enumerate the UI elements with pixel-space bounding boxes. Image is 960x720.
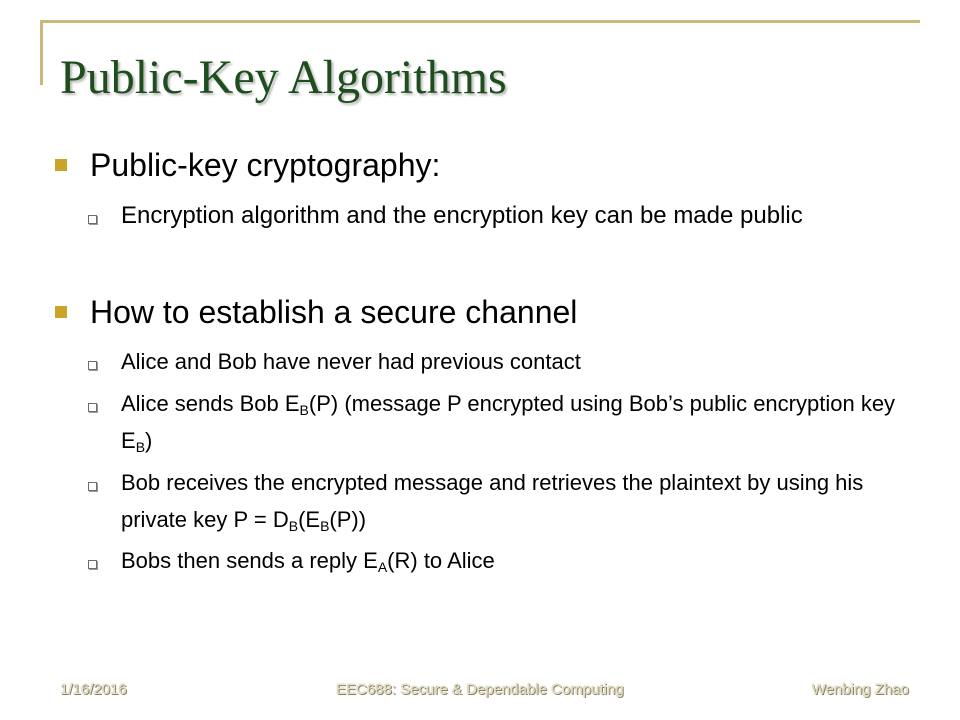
sub-bullet-text: Bobs then sends a reply $E_A(R)$ to Alice xyxy=(121,548,495,575)
square-bullet-icon xyxy=(55,159,67,171)
hollow-square-bullet-icon xyxy=(88,482,97,491)
bullet-text: How to establish a secure channel xyxy=(90,294,578,330)
footer-course: EEC688: Secure & Dependable Computing xyxy=(336,681,624,698)
sub-bullet-bob-replies xyxy=(88,548,918,579)
sub-bullet-text: Alice and Bob have never had previous contact xyxy=(121,349,581,374)
sub-bullet-text: Alice sends Bob $E_B(P)$ (message P encrypted using Bob’s public encryption key $E_B$) xyxy=(121,391,896,455)
hollow-square-bullet-icon xyxy=(88,215,97,224)
sub-bullet-encryption-public xyxy=(88,202,918,234)
footer-author: Wenbing Zhao xyxy=(811,681,909,698)
bullet-text: Public-key cryptography: xyxy=(90,147,441,183)
sub-bullet-no-contact xyxy=(88,349,918,380)
hollow-square-bullet-icon xyxy=(88,403,97,412)
sub-bullet-alice-sends xyxy=(88,391,918,459)
frame-top-border xyxy=(40,20,920,23)
sub-bullet-bob-receives xyxy=(88,470,918,538)
square-bullet-icon xyxy=(55,306,67,318)
bullet-public-key-cryptography xyxy=(55,146,905,184)
sub-bullet-text: Encryption algorithm and the encryption key can be made public xyxy=(121,202,803,229)
bullet-secure-channel xyxy=(55,293,905,331)
sub-bullet-text: Bob receives the encrypted message and retrieves the plaintext by using his private key $P = D_B(E_B(P))$ xyxy=(121,470,864,534)
hollow-square-bullet-icon xyxy=(88,560,97,569)
footer-date: 1/16/2016 xyxy=(60,681,127,698)
hollow-square-bullet-icon xyxy=(88,361,97,370)
slide-title: Public-Key Algorithms xyxy=(60,51,507,104)
frame-left-border xyxy=(40,20,43,85)
